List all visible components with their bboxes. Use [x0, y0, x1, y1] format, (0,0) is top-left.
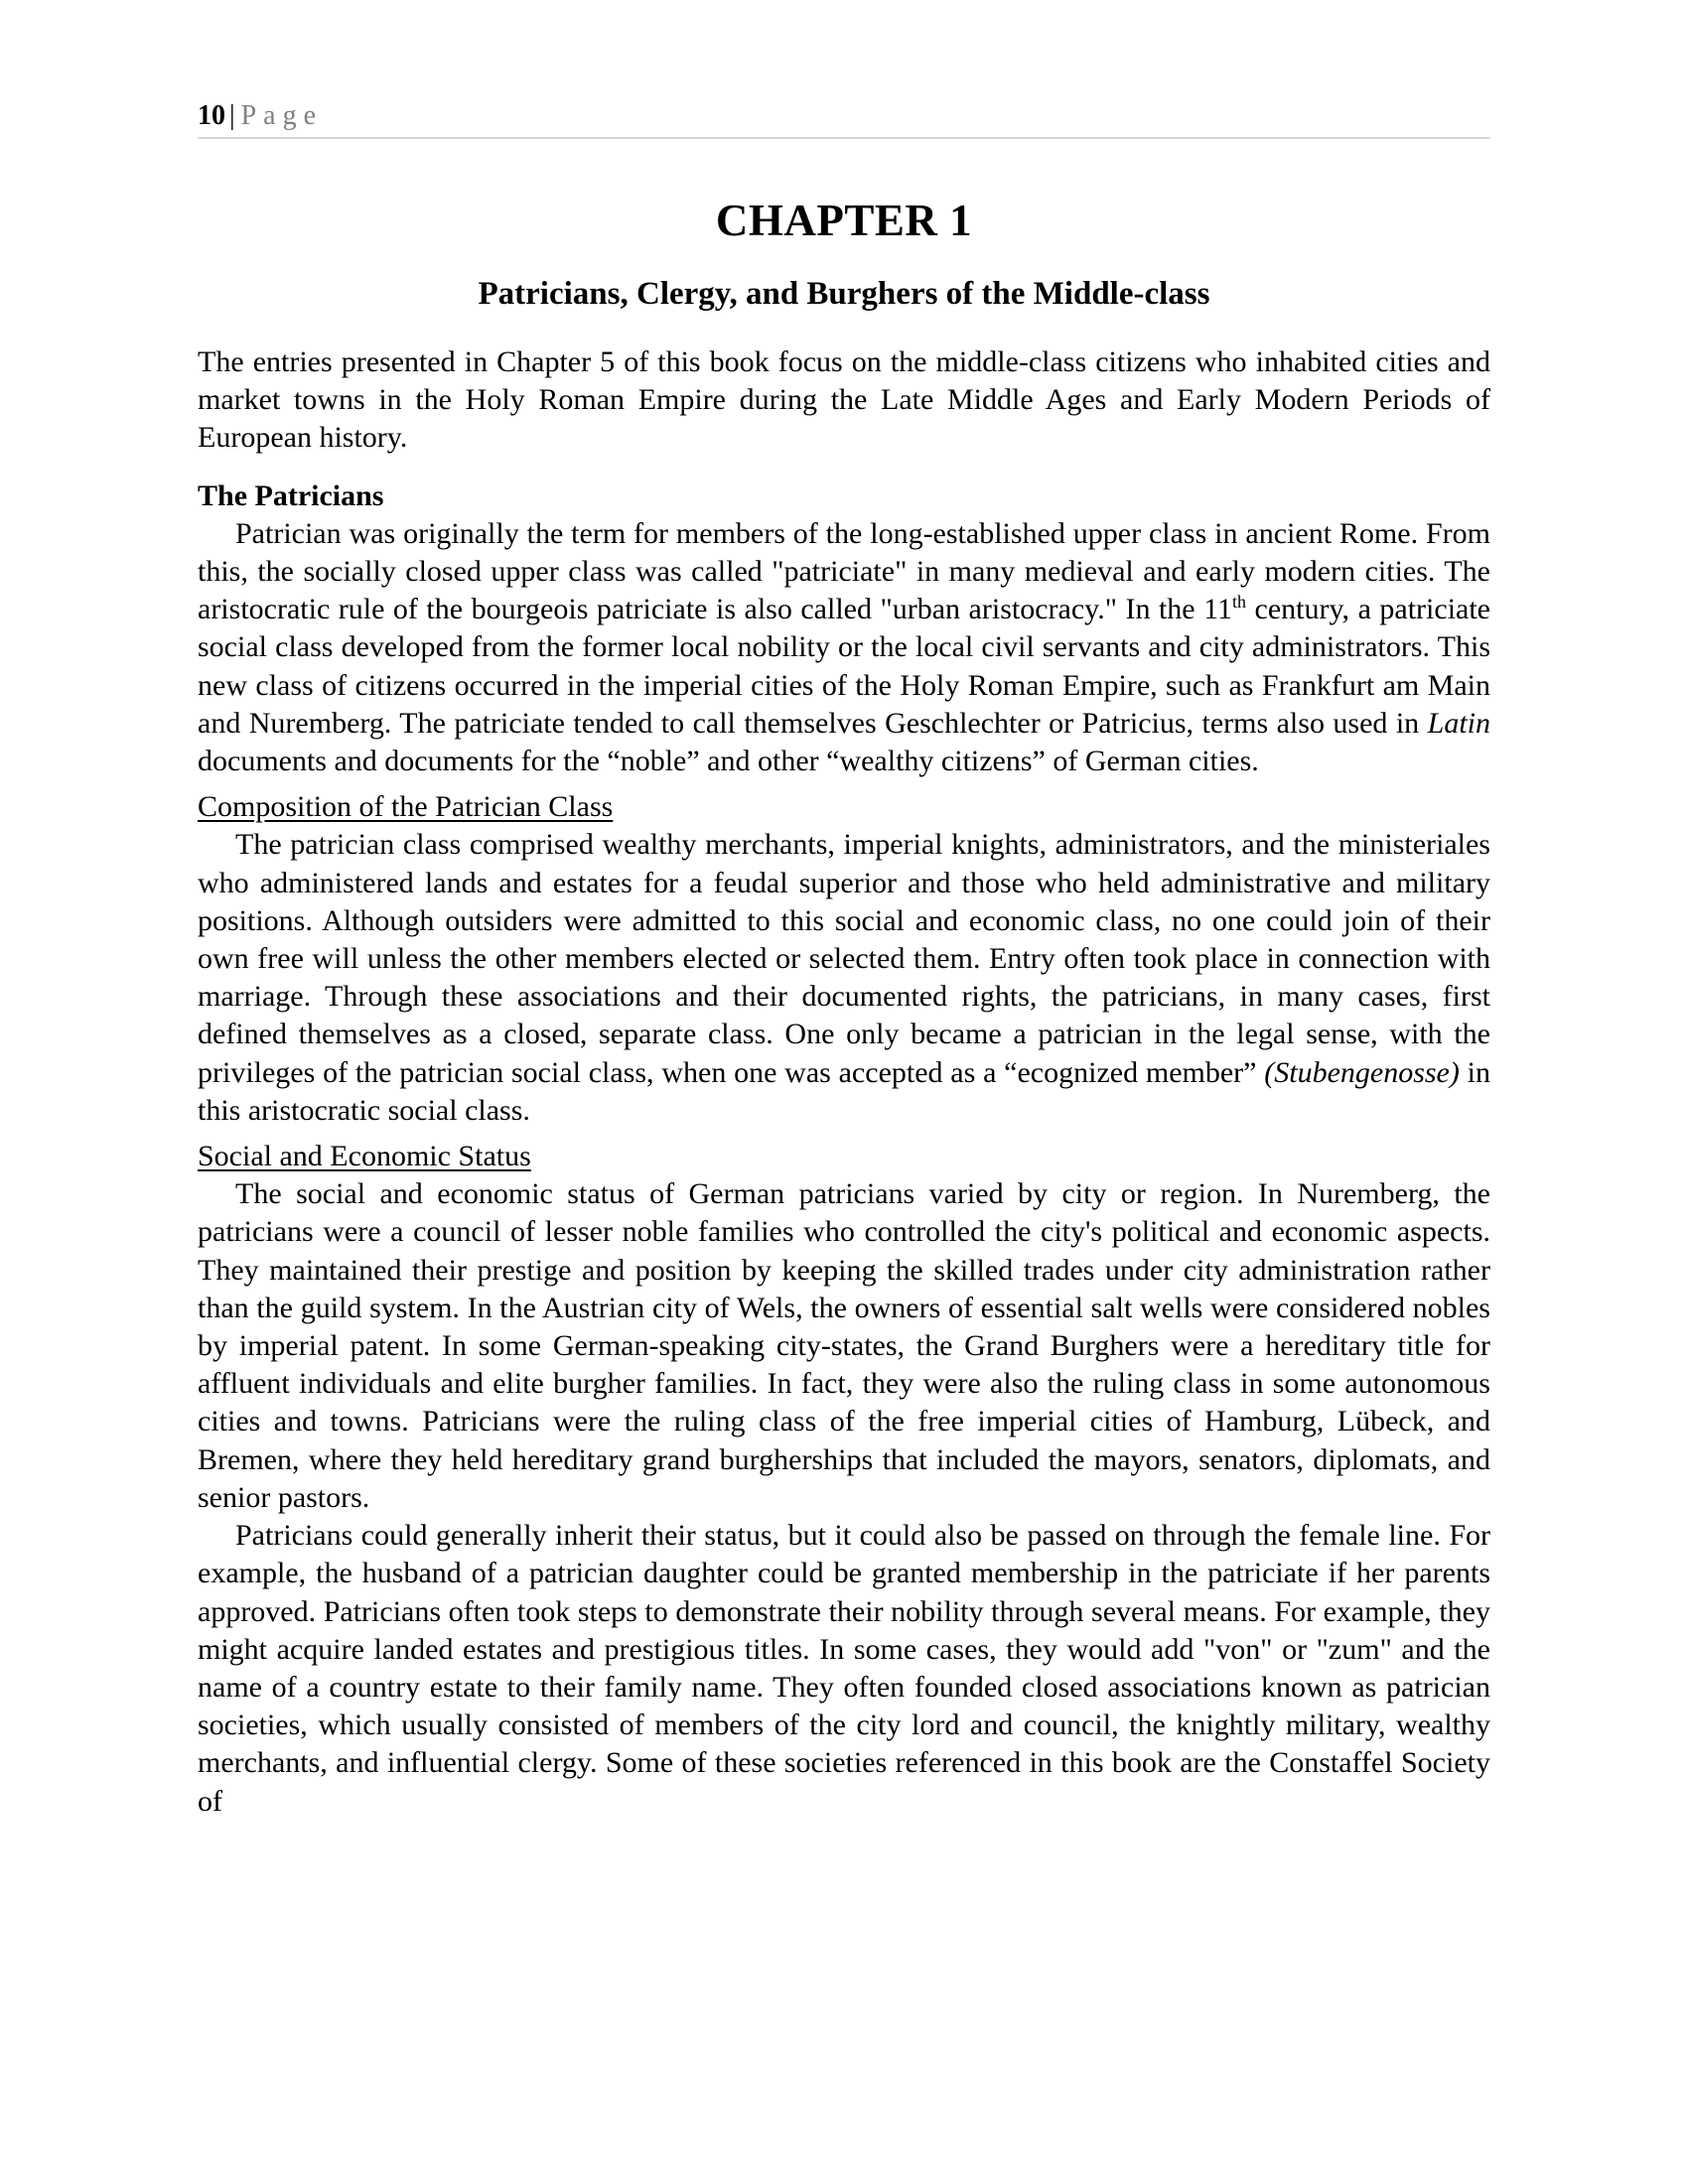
subsection-heading-status: Social and Economic Status — [198, 1140, 531, 1173]
text-run: The patrician class comprised wealthy merchants, imperial knights, administrators, and the ministeriales who administered lands and estates for a feudal superior and those who held administrative and military positions. Although outsiders were admitted to this social and economic class, no one could join of their own free will unless the other members elected or selected them. Entry often took place in connection with marriage. Through these associations and their documented rights, the patricians, in many cases, first defined themselves as a closed, separate class. One only became a patrician in the legal sense, with the privileges of the patrician social class, when one was accepted as a “ecognized member” — [198, 828, 1490, 1089]
page-label: Page — [240, 100, 324, 131]
composition-paragraph — [198, 826, 1490, 1130]
section-heading-patricians: The Patricians — [198, 478, 384, 512]
patricians-paragraph — [198, 515, 1490, 780]
italic-term: Latin — [1427, 706, 1490, 740]
section-patricians — [198, 478, 1490, 781]
section-status — [198, 1138, 1490, 1821]
text-run: Patrician was originally the term for members of the long-established upper class in ancient Rome. From this, the socially closed upper class was called "patriciate" in many medieval and early modern cities. The aristocratic rule of the bourgeois patriciate is also called "urban aristocracy." In the 11 — [198, 516, 1490, 626]
text-run: documents and documents for the “noble” and other “wealthy citizens” of German cities. — [198, 745, 1259, 778]
intro-paragraph: The entries presented in Chapter 5 of this book focus on the middle-class citizens who inhabited cities and market towns in the Holy Roman Empire during the Late Middle Ages and Early Modern Periods of European history. — [198, 345, 1490, 455]
intro-section — [198, 343, 1490, 458]
page-number: 10 — [198, 100, 225, 131]
spacer — [198, 458, 1490, 466]
status-paragraph-1: The social and economic status of German patricians varied by city or region. In Nuremberg, the patricians were a council of lesser noble families who controlled the city's political and economic aspects. They maintained their prestige and position by keeping the skilled trades under city administration rather than the guild system. In the Austrian city of Wels, the owners of essential salt wells were considered nobles by imperial patent. In some German-speaking city-states, the Grand Burghers were a hereditary title for affluent individuals and elite burgher families. In fact, they were also the ruling class in some autonomous cities and towns. Patricians were the ruling class of the free imperial cities of Hamburg, Lübeck, and Bremen, where they held hereditary grand burgherships that included the mayors, senators, diplomats, and senior pastors. — [198, 1177, 1490, 1514]
header-separator: | — [229, 100, 235, 131]
chapter-title: CHAPTER 1 — [715, 196, 973, 245]
status-paragraph-2: Patricians could generally inherit their status, but it could also be passed on through the female line. For example, the husband of a patrician daughter could be granted membership in the patriciate if her parents approved. Patricians often took steps to demonstrate their nobility through several means. For example, they might acquire landed estates and prestigious titles. In some cases, they would add "von" or "zum" and the name of a country estate to their family name. They often founded closed associations known as patrician societies, which usually consisted of members of the city lord and council, the knightly military, wealthy merchants, and influential clergy. Some of these societies referenced in this book are the Constaffel Society of — [198, 1519, 1490, 1818]
page-header — [198, 95, 1490, 139]
document-page — [198, 95, 1490, 1821]
subsection-heading-composition: Composition of the Patrician Class — [198, 790, 614, 824]
text-run: in this aristocratic social class. — [198, 1055, 1490, 1127]
chapter-subtitle: Patricians, Clergy, and Burghers of the Middle-class — [478, 276, 1210, 312]
ordinal-superscript: th — [1232, 592, 1247, 613]
text-run: century, a patriciate social class developed from the former local nobility or the local civil servants and city administrators. This new class of citizens occurred in the imperial cities of the Holy Roman Empire, such as Frankfurt am Main and Nuremberg. The patriciate tended to call themselves Geschlechter or Patricius, terms also used in — [198, 593, 1490, 740]
italic-term: (Stubengenosse) — [1264, 1055, 1460, 1089]
section-composition — [198, 788, 1490, 1130]
